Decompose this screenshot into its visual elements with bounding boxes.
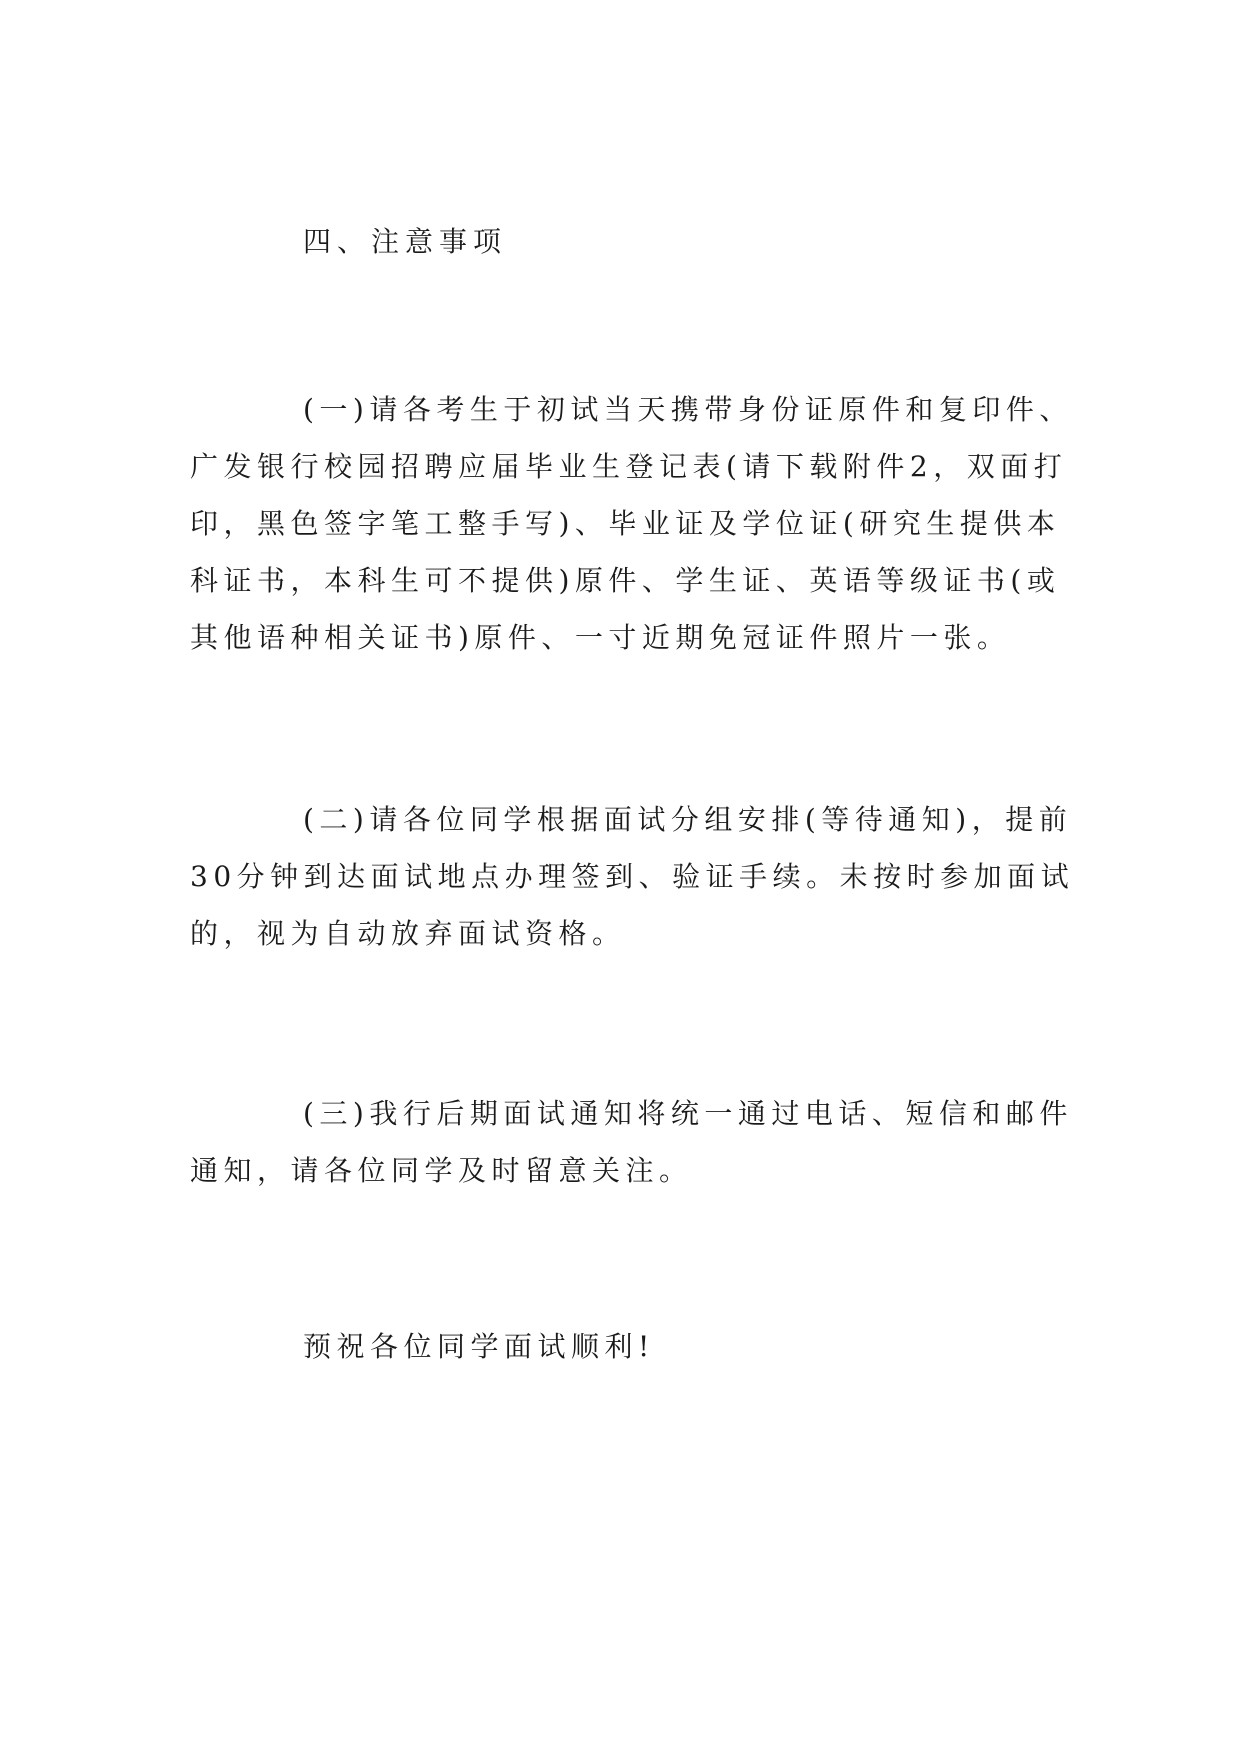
item2-line-3: 的，视为自动放弃面试资格。 [190,917,626,950]
item3-line-2: 通知，请各位同学及时留意关注。 [190,1154,693,1187]
item1-line-2: 广发银行校园招聘应届毕业生登记表(请下载附件2，双面打 [190,450,1068,483]
item3-line-1: (三)我行后期面试通知将统一通过电话、短信和邮件 [303,1097,1073,1130]
item2-line-2: 30分钟到达面试地点办理签到、验证手续。未按时参加面试 [190,860,1075,893]
item1-line-3: 印，黑色签字笔工整手写)、毕业证及学位证(研究生提供本 [190,507,1061,540]
closing-line: 预祝各位同学面试顺利! [303,1330,655,1363]
item2-line-1: (二)请各位同学根据面试分组安排(等待通知)，提前 [303,803,1073,836]
item1-line-5: 其他语种相关证书)原件、一寸近期免冠证件照片一张。 [190,621,1011,654]
item1-line-1: (一)请各考生于初试当天携带身份证原件和复印件、 [303,393,1073,426]
item1-line-4: 科证书，本科生可不提供)原件、学生证、英语等级证书(或 [190,564,1061,597]
section-heading: 四、注意事项 [303,225,508,258]
